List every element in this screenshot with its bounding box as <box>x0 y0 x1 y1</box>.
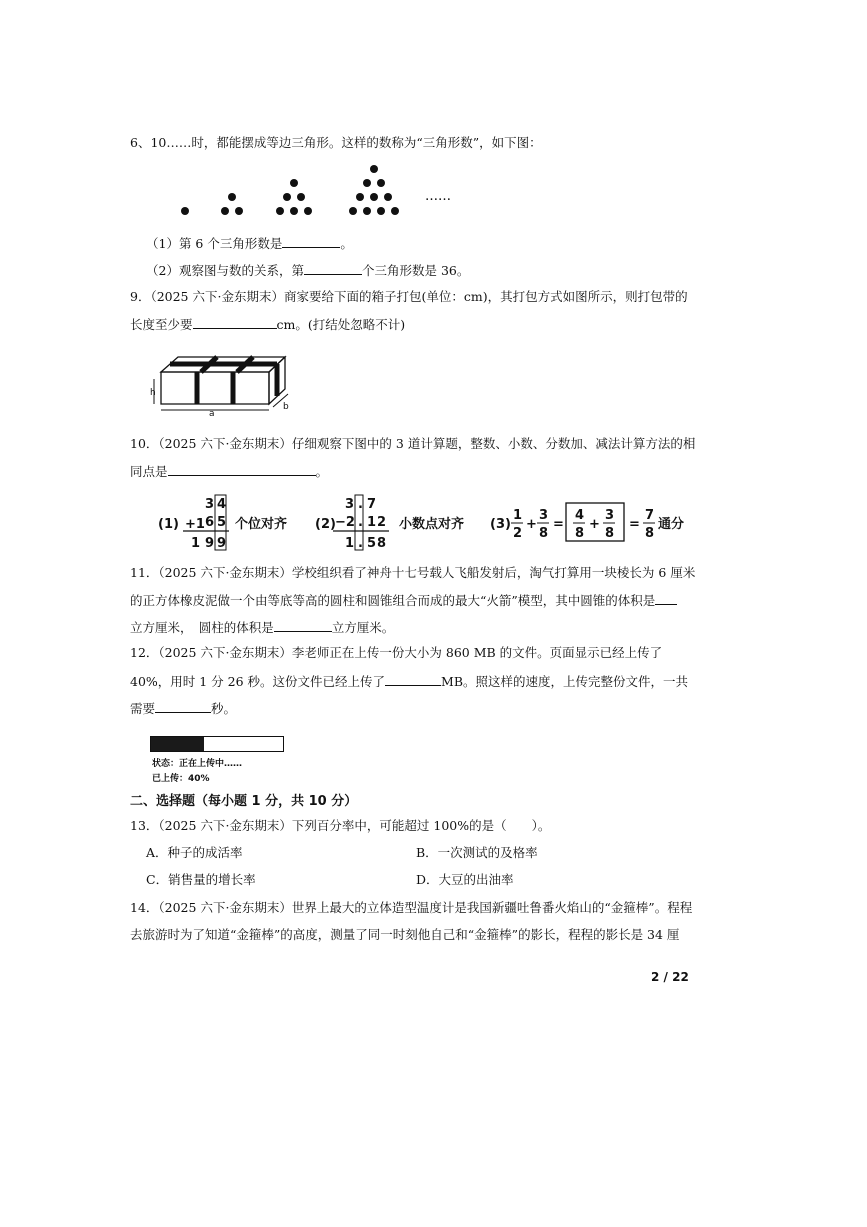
svg-text:1: 1 <box>345 536 355 551</box>
box-diagram <box>145 352 295 417</box>
svg-text:通分: 通分 <box>658 517 685 532</box>
q13-option-a[interactable]: A．种子的成活率 <box>146 845 243 860</box>
q11-line2: 的正方体橡皮泥做一个由等底等高的圆柱和圆锥组合而成的最大“火箭”模型，其中圆锥的体积是 <box>130 591 677 610</box>
q11-line3: 立方厘米， 圆柱的体积是 立方厘米。 <box>130 620 395 635</box>
upload-progress-bar <box>150 736 284 752</box>
svg-text:a: a <box>209 409 215 417</box>
svg-text:3: 3 <box>205 497 215 512</box>
q6-sub2: （2）观察图与数的关系，第 个三角形数是 36。 <box>146 263 470 278</box>
svg-text:(3): (3) <box>490 517 511 532</box>
svg-text:小数点对齐: 小数点对齐 <box>399 517 465 532</box>
svg-text:1: 1 <box>191 536 201 551</box>
q12-line3: 需要 秒。 <box>130 701 237 716</box>
svg-text:3: 3 <box>345 497 355 512</box>
svg-text:9: 9 <box>217 536 227 551</box>
q11-line1: 11．（2025 六下·金东期末）学校组织看了神舟十七号载人飞船发射后，淘气打算用一块棱长为 6 厘米 <box>130 565 696 580</box>
svg-text:b: b <box>283 402 289 412</box>
svg-text:+: + <box>589 517 600 532</box>
q13-option-b[interactable]: B．一次测试的及格率 <box>416 845 538 860</box>
svg-text:h: h <box>150 388 156 398</box>
q13-option-c[interactable]: C．销售量的增长率 <box>146 872 256 887</box>
svg-text:6: 6 <box>205 515 215 530</box>
page-number: 2 / 22 <box>651 970 689 984</box>
q12-line1: 12．（2025 六下·金东期末）李老师正在上传一份大小为 860 MB 的文件。页面显示已经上传了 <box>130 645 663 660</box>
svg-text:(2): (2) <box>315 517 336 532</box>
svg-text:4: 4 <box>575 508 585 523</box>
answer-blank[interactable] <box>155 699 211 713</box>
q9-line1: 9．（2025 六下·金东期末）商家要给下面的箱子打包(单位：cm)，其打包方式如图所示，则打包带的 <box>130 289 688 304</box>
answer-blank[interactable] <box>193 315 277 329</box>
svg-text:1: 1 <box>513 508 523 523</box>
answer-blank[interactable] <box>168 462 316 476</box>
upload-status: 状态：正在上传中…… <box>152 759 243 769</box>
svg-text:(1): (1) <box>158 517 179 532</box>
q12-line2: 40%，用时 1 分 26 秒。这份文件已经上传了 MB。照这样的速度，上传完整份文件，一共 <box>130 674 689 689</box>
svg-text:7: 7 <box>367 497 377 512</box>
svg-text:1: 1 <box>367 515 377 530</box>
answer-blank[interactable] <box>304 261 362 275</box>
svg-text:2: 2 <box>377 515 387 530</box>
q13-option-d[interactable]: D．大豆的出油率 <box>416 872 514 887</box>
svg-text:+1: +1 <box>185 517 205 532</box>
q9-line2: 长度至少要 cm。(打结处忽略不计) <box>130 317 406 332</box>
dots-ellipsis: …… <box>425 189 451 204</box>
svg-text:3: 3 <box>605 508 615 523</box>
svg-text:8: 8 <box>575 526 585 541</box>
q14-line1: 14．（2025 六下·金东期末）世界上最大的立体造型温度计是我国新疆吐鲁番火焰山的“金箍棒”。程程 <box>130 900 693 915</box>
q6-sub1: （1）第 6 个三角形数是 。 <box>146 236 353 251</box>
svg-text:8: 8 <box>377 536 387 551</box>
svg-text:−2: −2 <box>335 515 355 530</box>
answer-blank[interactable] <box>274 618 332 632</box>
q10-line2: 同点是 。 <box>130 464 329 479</box>
svg-text:=: = <box>553 517 564 532</box>
svg-text:.: . <box>358 515 363 530</box>
q10-line1: 10．（2025 六下·金东期末）仔细观察下图中的 3 道计算题，整数、小数、分数加、减法计算方法的相 <box>130 436 696 451</box>
progress-fill <box>151 737 204 751</box>
svg-text:2: 2 <box>513 526 523 541</box>
q14-line2: 去旅游时为了知道“金箍棒”的高度，测量了同一时刻他自己和“金箍棒”的影长，程程的影长是 34 厘 <box>130 927 680 942</box>
svg-text:=: = <box>629 517 640 532</box>
svg-text:8: 8 <box>645 526 655 541</box>
upload-percent: 已上传：40% <box>152 774 210 784</box>
svg-text:7: 7 <box>645 508 655 523</box>
svg-text:3: 3 <box>539 508 549 523</box>
svg-text:8: 8 <box>605 526 615 541</box>
section-title: 二、选择题（每小题 1 分，共 10 分） <box>130 794 358 809</box>
triangle-dots-figure <box>170 160 460 220</box>
svg-text:.: . <box>358 536 363 551</box>
svg-text:个位对齐: 个位对齐 <box>235 517 288 532</box>
q13-stem: 13．（2025 六下·金东期末）下列百分率中，可能超过 100%的是（ ）。 <box>130 818 551 833</box>
svg-text:5: 5 <box>367 536 377 551</box>
svg-text:+: + <box>526 517 537 532</box>
svg-text:9: 9 <box>205 536 215 551</box>
calculation-figure <box>155 493 715 553</box>
answer-blank[interactable] <box>385 672 441 686</box>
answer-blank[interactable] <box>282 234 340 248</box>
svg-text:4: 4 <box>217 497 227 512</box>
svg-text:5: 5 <box>217 515 227 530</box>
svg-text:.: . <box>358 497 363 512</box>
svg-text:8: 8 <box>539 526 549 541</box>
q6-intro: 6、10……时，都能摆成等边三角形。这样的数称为“三角形数”，如下图： <box>130 135 542 150</box>
answer-blank[interactable] <box>655 591 677 605</box>
